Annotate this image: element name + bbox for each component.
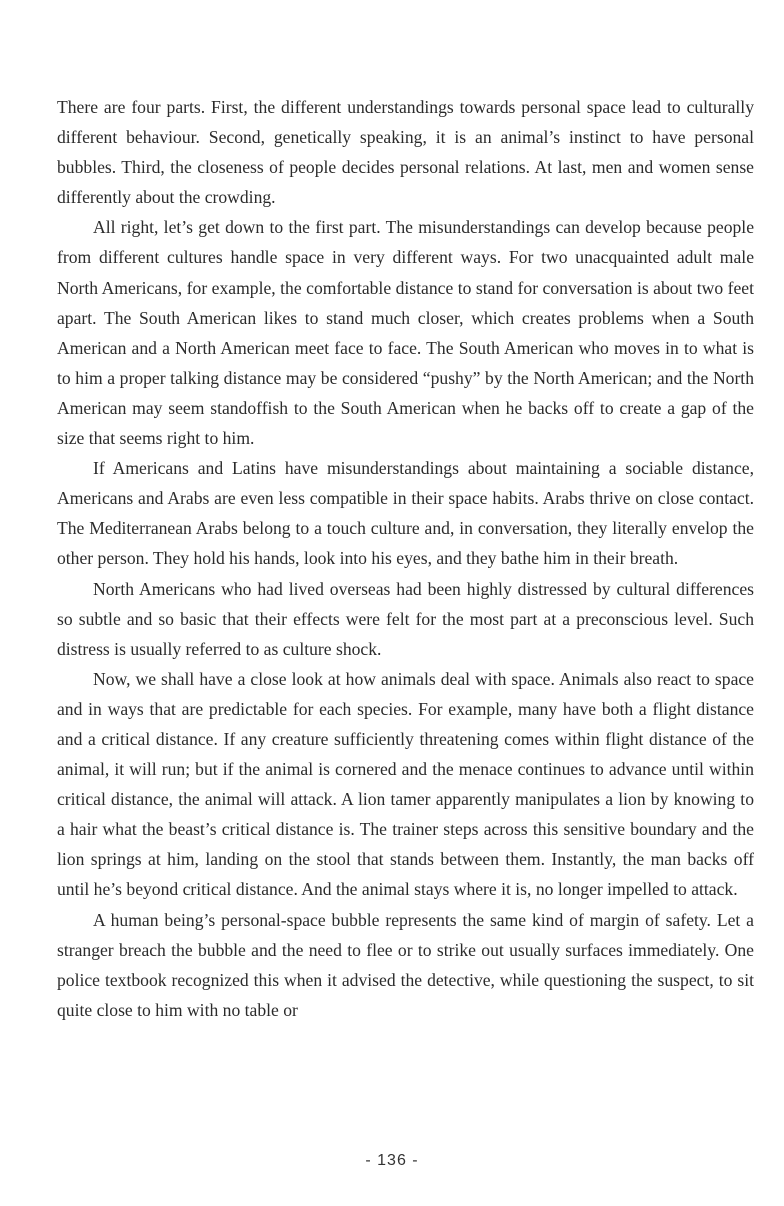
paragraph-arabs: If Americans and Latins have misunderstandings about maintaining a sociable distance, Americans and Arabs are even less compatible in their space habits. Arabs thrive on close contact. The Mediterranean Arabs belong to a touch culture and, in conversation, they literally envelop the other person. They hold his hands, look into his eyes, and they bathe him in their breath. bbox=[57, 458, 754, 569]
page-body bbox=[57, 92, 754, 1025]
paragraph-cultural-space: All right, let’s get down to the first part. The misunderstandings can develop because people from different cultures handle space in very different ways. For two unacquainted adult male North Americans, for example, the comfortable distance to stand for conversation is about two feet apart. The South American likes to stand much closer, which creates problems when a South American and a North American meet face to face. The South American who moves in to what is to him a proper talking distance may be considered “pushy” by the North American; and the North American may seem standoffish to the South American when he backs off to create a gap of the size that seems right to him. bbox=[57, 217, 754, 449]
paragraph-human-bubble: A human being’s personal-space bubble represents the same kind of margin of safety. Let a stranger breach the bubble and the need to flee or to strike out usually surfaces immediately. One police textbook recognized this when it advised the detective, while questioning the suspect, to sit quite close to him with no table or bbox=[57, 909, 754, 1020]
page-number: - 136 - bbox=[365, 1152, 419, 1169]
paragraph-overview: There are four parts. First, the different understandings towards personal space lead to culturally different behaviour. Second, genetically speaking, it is an animal’s instinct to have personal bubbles. Third, the closeness of people decides personal relations. At last, men and women sense differently about the crowding. bbox=[57, 97, 754, 208]
paragraph-animals: Now, we shall have a close look at how animals deal with space. Animals also react to space and in ways that are predictable for each species. For example, many have both a flight distance and a critical distance. If any creature sufficiently threatening comes within flight distance of the animal, it will run; but if the animal is cornered and the menace continues to advance until within critical distance, the animal will attack. A lion tamer apparently manipulates a lion by knowing to a hair what the beast’s critical distance is. The trainer steps across this sensitive boundary and the lion springs at him, landing on the stool that stands between them. Instantly, the man backs off until he’s beyond critical distance. And the animal stays where it is, no longer impelled to attack. bbox=[57, 668, 754, 900]
paragraph-culture-shock: North Americans who had lived overseas had been highly distressed by cultural differences so subtle and so basic that their effects were felt for the most part at a preconscious level. Such distress is usually referred to as culture shock. bbox=[57, 578, 754, 659]
